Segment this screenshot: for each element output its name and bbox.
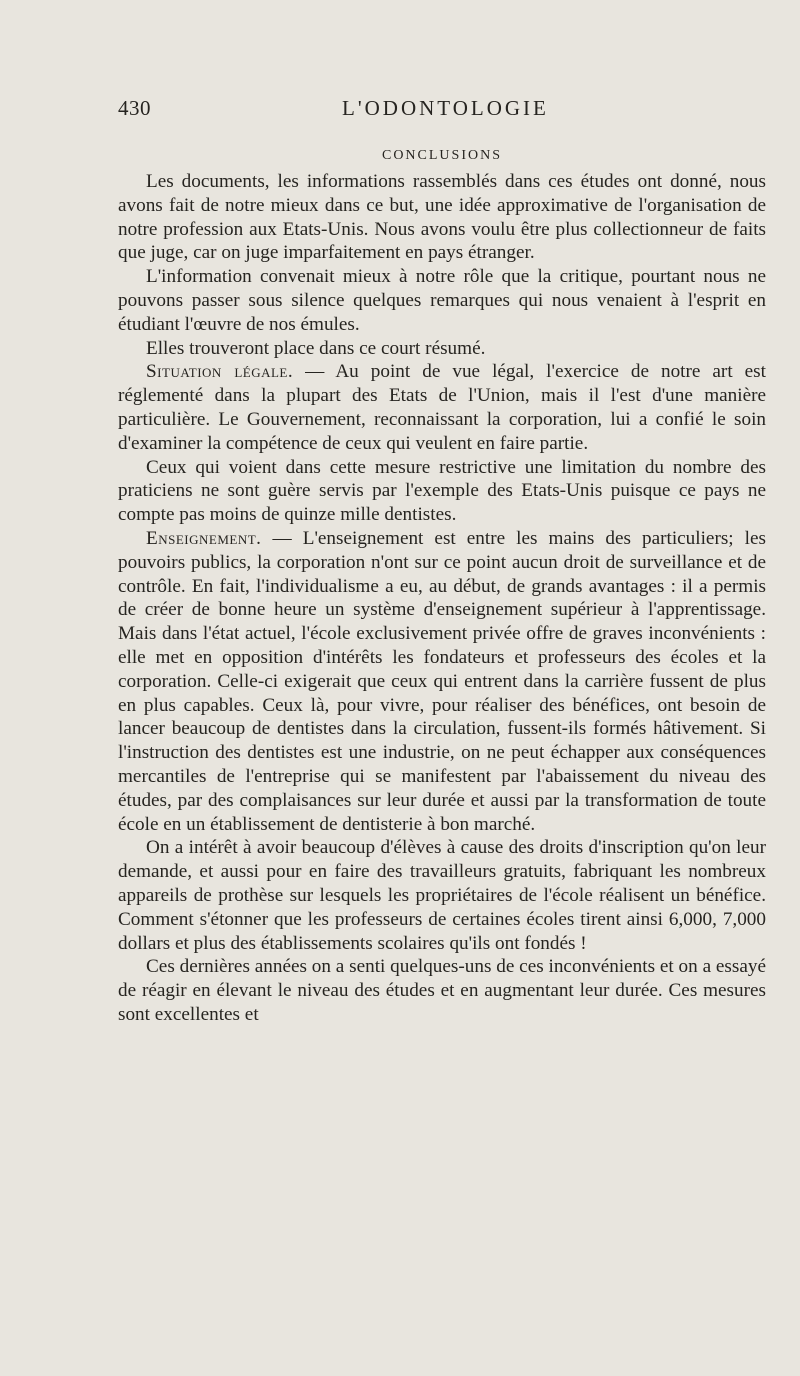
paragraph-text: — Au point de vue légal, l'exercice de notre art est réglementé dans la plupart des Etats de l'Union, mais il l'est d'une manière particulière. Le Gouvernement, reconnaissant la corporation, lui a confié le soin d'examiner la compétence de ceux qui veulent en faire partie.: [118, 361, 766, 454]
paragraph: [118, 360, 766, 455]
paragraph: [118, 456, 766, 527]
paragraph-text: On a intérêt à avoir beaucoup d'élèves à cause des droits d'inscription qu'on leur demande, et aussi pour en faire des travailleurs gratuits, fabriquant les nombreux appareils de prothèse sur lesquels les propriétaires de l'école réalisent un bénéfice. Comment s'étonner que les professeurs de certaines écoles tirent ainsi 6,000, 7,000 dollars et plus des établissements scolaires qu'ils ont fondés !: [118, 837, 766, 954]
paragraph-text: Les documents, les informations rassemblés dans ces études ont donné, nous avons fait de notre mieux dans ce but, une idée approximative de l'organisation de notre profession aux Etats-Unis. Nous avons voulu être plus collectionneur de faits que juge, car on juge imparfaitement en pays étranger.: [118, 171, 766, 264]
paragraph-text: Ceux qui voient dans cette mesure restrictive une limitation du nombre des praticiens ne sont guère servis par l'exemple des Etats-Unis puisque ce pays ne compte pas moins de quinze mille dentistes.: [118, 456, 766, 526]
paragraph-text: — L'enseignement est entre les mains des particuliers; les pouvoirs publics, la corporation n'ont sur ce point aucun droit de surveillance et de contrôle. En fait, l'individualisme a eu, au début, de grands avantages : il a permis de créer de bonne heure un système d'enseignement supérieur à l'apprentissage. Mais dans l'état actuel, l'école exclusivement privée offre de graves inconvénients : elle met en opposition d'intérêts les fondateurs et professeurs des écoles et la corporation. Celle-ci exigerait que ceux qui entrent dans la carrière fussent de plus en plus capables. Ceux là, pour vivre, pour réaliser des bénéfices, ont besoin de lancer beaucoup de dentistes dans la circulation, fussent-ils formés hâtivement. Si l'instruction des dentistes est une industrie, on ne peut échapper aux conséquences mercantiles de l'entreprise qui se manifestent par l'abaissement du niveau des études, par des complaisances sur leur durée et aussi par la transformation de toute école en un établissement de dentisterie à bon marché.: [118, 527, 766, 835]
page-number: 430: [118, 96, 151, 120]
subsection-lead-enseignement: Enseignement.: [146, 527, 262, 549]
paragraph-text: Ces dernières années on a senti quelques-uns de ces inconvénients et on a essayé de réagir en élevant le niveau des études et en augmentant leur durée. Ces mesures sont excellentes et: [118, 956, 766, 1025]
body-text: [118, 170, 766, 1027]
page-header: [118, 96, 766, 126]
section-heading: CONCLUSIONS: [381, 148, 502, 163]
paragraph: [118, 337, 766, 361]
paragraph-text: Elles trouveront place dans ce court résumé.: [146, 337, 486, 359]
paragraph: [118, 836, 766, 955]
paragraph: [118, 170, 766, 265]
paragraph: [118, 265, 766, 336]
paragraph-text: L'information convenait mieux à notre rôle que la critique, pourtant nous ne pouvons passer sous silence quelques remarques qui nous venaient à l'esprit en étudiant l'œuvre de nos émules.: [118, 266, 766, 335]
running-title: L'ODONTOLOGIE: [342, 96, 549, 120]
paragraph: [118, 527, 766, 836]
subsection-lead-situation: Situation légale.: [146, 361, 294, 383]
paragraph: [118, 955, 766, 1026]
